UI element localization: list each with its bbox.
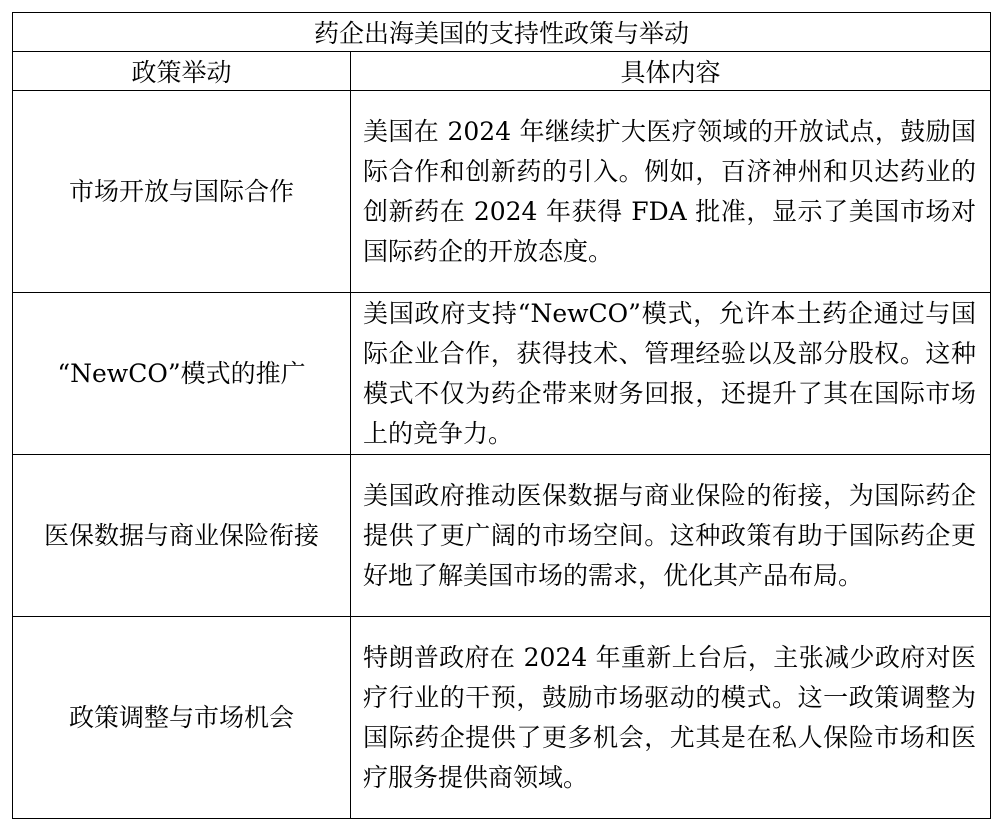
table-row [13,293,991,455]
table-header-row [13,52,991,91]
header-policy-measure: 政策举动 [13,52,351,91]
row-detail: 美国政府推动医保数据与商业保险的衔接，为国际药企提供了更广阔的市场空间。这种政策有助于国际药企更好地了解美国市场的需求，优化其产品布局。 [351,455,991,617]
row-detail: 特朗普政府在 2024 年重新上台后，主张减少政府对医疗行业的干预，鼓励市场驱动的模式。这一政策调整为国际药企提供了更多机会，尤其是在私人保险市场和医疗服务提供商领域。 [351,617,991,819]
row-measure: 市场开放与国际合作 [13,91,351,293]
row-measure: “NewCO”模式的推广 [13,293,351,455]
row-measure: 政策调整与市场机会 [13,617,351,819]
policy-table [12,12,991,819]
table-title: 药企出海美国的支持性政策与举动 [13,13,991,52]
table-row [13,91,991,293]
table-row [13,455,991,617]
row-detail: 美国在 2024 年继续扩大医疗领域的开放试点，鼓励国际合作和创新药的引入。例如，百济神州和贝达药业的创新药在 2024 年获得 FDA 批准，显示了美国市场对国际药企的开放态度。 [351,91,991,293]
row-detail: 美国政府支持“NewCO”模式，允许本土药企通过与国际企业合作，获得技术、管理经验以及部分股权。这种模式不仅为药企带来财务回报，还提升了其在国际市场上的竞争力。 [351,293,991,455]
table-caption-row [13,13,991,52]
row-measure: 医保数据与商业保险衔接 [13,455,351,617]
table-row [13,617,991,819]
header-detail: 具体内容 [351,52,991,91]
